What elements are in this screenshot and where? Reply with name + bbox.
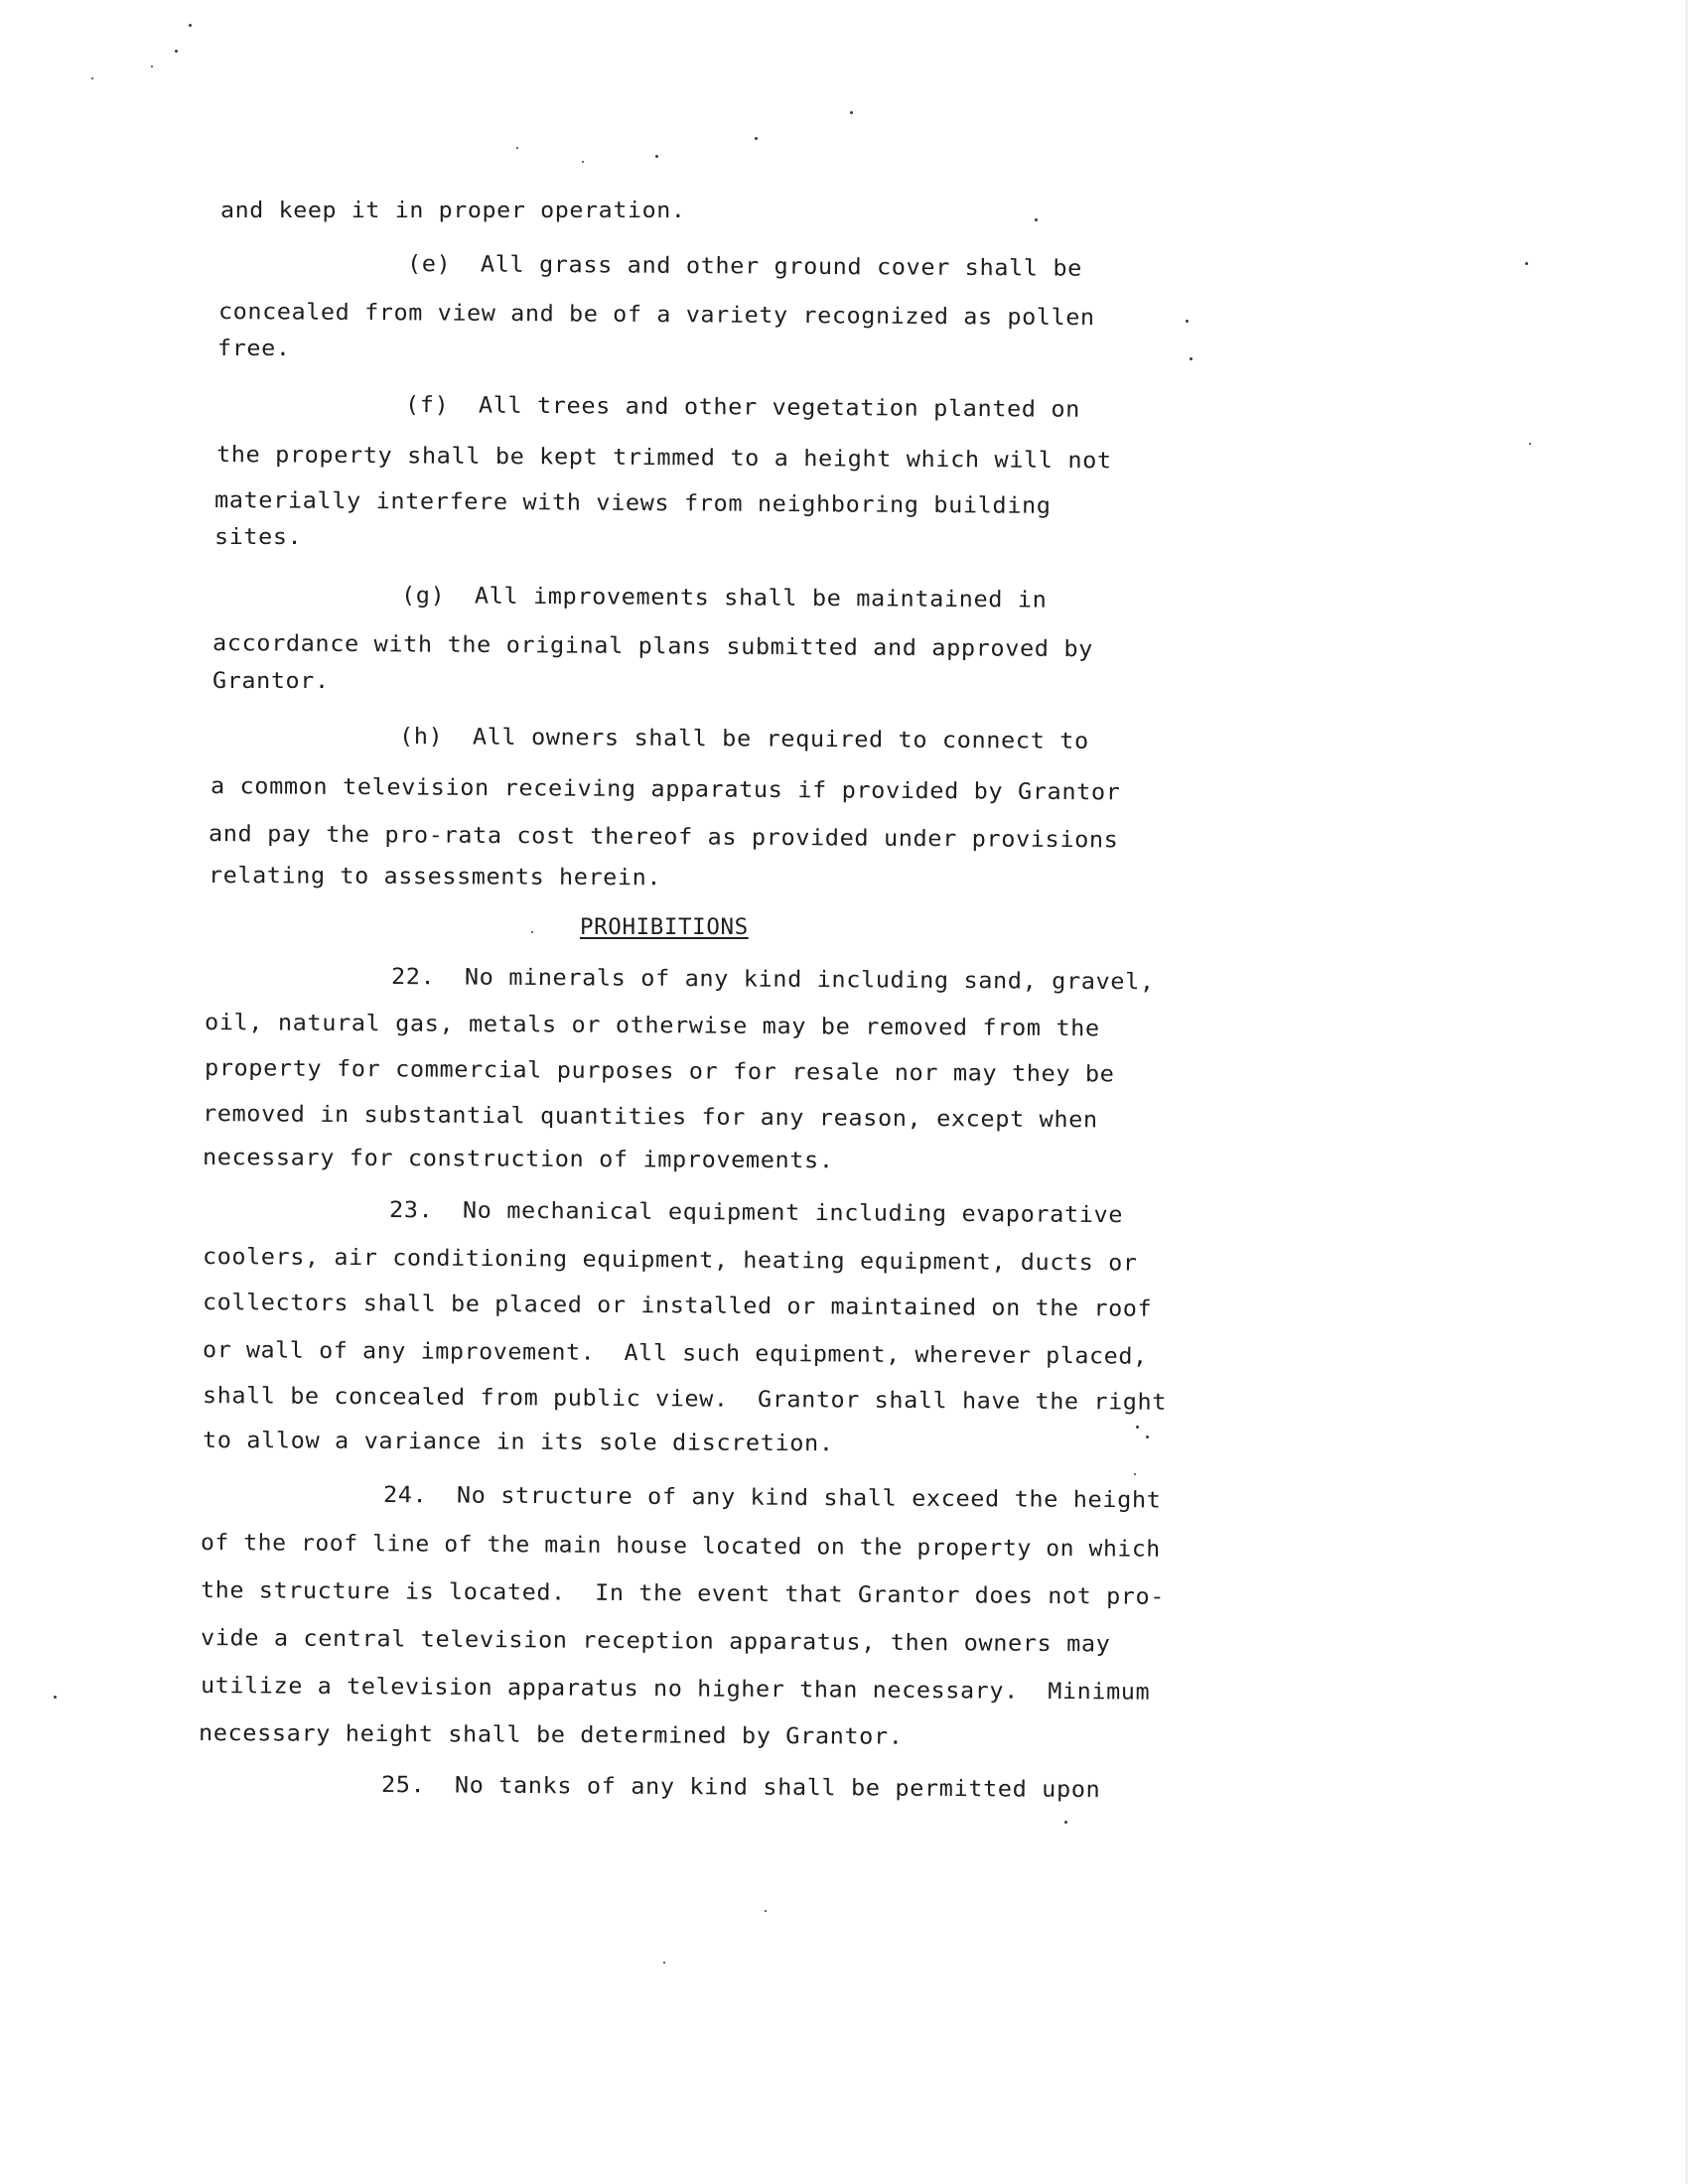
text-line: or wall of any improvement. All such equipment, wherever placed, [202,1337,1148,1370]
scan-speck [582,161,584,163]
section-heading-prohibitions: PROHIBITIONS [580,914,749,940]
text-line: the property shall be kept trimmed to a height which will not [215,442,1112,475]
text-line: necessary for construction of improvements. [202,1145,834,1174]
text-line: collectors shall be placed or installed or maintained on the roof [202,1290,1153,1322]
text-line: accordance with the original plans submitted and approved by [211,630,1094,663]
scan-speck [850,111,853,114]
scan-speck [516,147,518,149]
text-line: utilize a television apparatus no higher than necessary. Minimum [200,1673,1151,1706]
scan-speck [755,137,758,140]
paragraph-f: (f) All trees and other vegetation planted on [404,392,1081,423]
text-line: shall be concealed from public view. Grantor shall have the right [202,1383,1168,1416]
paragraph-g: (g) All improvements shall be maintained in [400,583,1048,614]
text-line: property for commercial purposes or for resale nor may they be [204,1055,1115,1088]
text-line: oil, natural gas, metals or otherwise may be removed from the [204,1010,1100,1042]
scan-speck [1190,357,1193,360]
paragraph-e: (e) All grass and other ground cover shall be [406,251,1083,282]
text-line: necessary height shall be determined by Grantor. [198,1720,904,1750]
text-line: vide a central television reception apparatus, then owners may [200,1625,1111,1658]
text-line: free. [217,336,291,361]
text-line: Grantor. [212,668,330,694]
paragraph-25: 25. No tanks of any kind shall be permitted upon [380,1772,1101,1804]
scan-speck [175,50,178,53]
paragraph-h: (h) All owners shall be required to connect to [398,724,1089,754]
text-line: materially interfere with views from neighboring building [213,487,1052,519]
text-line: and keep it in proper operation. [220,198,686,223]
paragraph-24: 24. No structure of any kind shall exceed the height [382,1482,1162,1514]
paragraph-22: 22. No minerals of any kind including sand, gravel, [390,964,1155,996]
scan-speck [1146,1435,1149,1438]
scan-speck [1529,443,1531,445]
text-line: the structure is located. In the event that Grantor does not pro- [200,1577,1166,1610]
scan-speck [151,66,153,68]
text-line: to allow a variance in its sole discretion. [202,1428,834,1457]
text-line: a common television receiving apparatus if provided by Grantor [210,773,1121,806]
text-line: concealed from view and be of a variety recognized as pollen [217,299,1095,332]
scan-speck [663,1962,665,1964]
scan-speck [189,24,192,27]
text-line: and pay the pro-rata cost thereof as provided under provisions [208,821,1119,854]
scan-speck [531,931,533,933]
text-line: relating to assessments herein. [208,863,662,891]
scan-speck [655,155,658,158]
scan-speck [1525,262,1528,265]
scan-speck [1134,1473,1136,1475]
scan-speck [91,77,93,79]
text-line: of the roof line of the main house located on the property on which [200,1530,1161,1563]
scan-speck [1035,218,1038,221]
scan-speck [1136,1426,1139,1429]
scan-speck [765,1910,767,1912]
text-line: sites. [214,524,303,550]
paragraph-23: 23. No mechanical equipment including evaporative [388,1197,1124,1229]
scan-speck [1064,1821,1067,1824]
text-line: removed in substantial quantities for any reason, except when [202,1101,1098,1134]
scan-speck [54,1696,57,1699]
scan-speck [1186,320,1189,323]
text-line: coolers, air conditioning equipment, heating equipment, ducts or [202,1244,1138,1277]
